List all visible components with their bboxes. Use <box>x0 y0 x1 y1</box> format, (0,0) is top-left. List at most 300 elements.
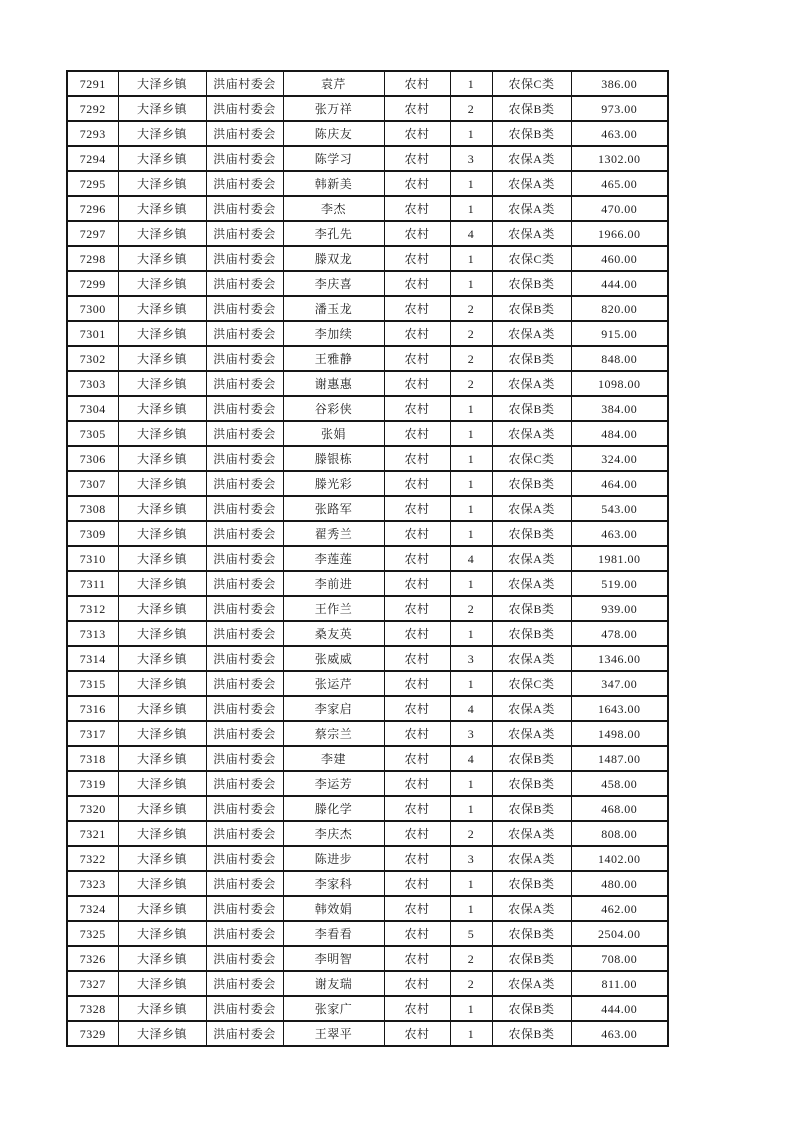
table-row <box>67 371 668 396</box>
cell-township: 大泽乡镇 <box>118 871 206 896</box>
cell-person-count: 5 <box>450 921 492 946</box>
cell-person-count: 1 <box>450 1021 492 1046</box>
cell-area-type: 农村 <box>384 496 450 521</box>
cell-person-name: 袁芹 <box>283 71 384 96</box>
cell-person-name: 张家广 <box>283 996 384 1021</box>
cell-person-count: 1 <box>450 421 492 446</box>
cell-insurance-category: 农保C类 <box>492 71 571 96</box>
table-row <box>67 221 668 246</box>
cell-village-committee: 洪庙村委会 <box>206 471 283 496</box>
cell-village-committee: 洪庙村委会 <box>206 221 283 246</box>
cell-person-name: 李莲莲 <box>283 546 384 571</box>
cell-village-committee: 洪庙村委会 <box>206 446 283 471</box>
cell-amount: 808.00 <box>571 821 668 846</box>
cell-serial-number: 7304 <box>67 396 118 421</box>
cell-area-type: 农村 <box>384 296 450 321</box>
cell-person-name: 李庆杰 <box>283 821 384 846</box>
cell-amount: 848.00 <box>571 346 668 371</box>
cell-amount: 1981.00 <box>571 546 668 571</box>
table-row <box>67 646 668 671</box>
cell-person-count: 2 <box>450 821 492 846</box>
cell-area-type: 农村 <box>384 571 450 596</box>
cell-person-count: 1 <box>450 896 492 921</box>
cell-serial-number: 7301 <box>67 321 118 346</box>
cell-person-count: 2 <box>450 596 492 621</box>
cell-serial-number: 7327 <box>67 971 118 996</box>
cell-village-committee: 洪庙村委会 <box>206 621 283 646</box>
cell-person-count: 1 <box>450 771 492 796</box>
cell-person-count: 2 <box>450 96 492 121</box>
cell-village-committee: 洪庙村委会 <box>206 671 283 696</box>
cell-village-committee: 洪庙村委会 <box>206 771 283 796</box>
cell-serial-number: 7322 <box>67 846 118 871</box>
cell-township: 大泽乡镇 <box>118 446 206 471</box>
cell-insurance-category: 农保B类 <box>492 121 571 146</box>
cell-amount: 1498.00 <box>571 721 668 746</box>
cell-township: 大泽乡镇 <box>118 321 206 346</box>
cell-village-committee: 洪庙村委会 <box>206 996 283 1021</box>
cell-person-name: 李庆喜 <box>283 271 384 296</box>
cell-amount: 460.00 <box>571 246 668 271</box>
cell-township: 大泽乡镇 <box>118 96 206 121</box>
cell-village-committee: 洪庙村委会 <box>206 346 283 371</box>
cell-person-count: 2 <box>450 296 492 321</box>
table-row <box>67 821 668 846</box>
table-row <box>67 771 668 796</box>
cell-serial-number: 7317 <box>67 721 118 746</box>
cell-township: 大泽乡镇 <box>118 1021 206 1046</box>
cell-township: 大泽乡镇 <box>118 771 206 796</box>
cell-area-type: 农村 <box>384 796 450 821</box>
cell-township: 大泽乡镇 <box>118 946 206 971</box>
cell-person-name: 张运芹 <box>283 671 384 696</box>
cell-village-committee: 洪庙村委会 <box>206 571 283 596</box>
cell-township: 大泽乡镇 <box>118 721 206 746</box>
cell-amount: 1346.00 <box>571 646 668 671</box>
cell-person-name: 蔡宗兰 <box>283 721 384 746</box>
cell-insurance-category: 农保C类 <box>492 246 571 271</box>
cell-person-name: 李前进 <box>283 571 384 596</box>
cell-amount: 2504.00 <box>571 921 668 946</box>
cell-serial-number: 7312 <box>67 596 118 621</box>
cell-insurance-category: 农保B类 <box>492 621 571 646</box>
table-row <box>67 846 668 871</box>
cell-village-committee: 洪庙村委会 <box>206 871 283 896</box>
cell-insurance-category: 农保B类 <box>492 921 571 946</box>
cell-person-count: 1 <box>450 446 492 471</box>
cell-area-type: 农村 <box>384 246 450 271</box>
cell-amount: 478.00 <box>571 621 668 646</box>
cell-amount: 463.00 <box>571 1021 668 1046</box>
cell-person-count: 4 <box>450 746 492 771</box>
table-row <box>67 296 668 321</box>
cell-amount: 708.00 <box>571 946 668 971</box>
cell-person-count: 2 <box>450 946 492 971</box>
cell-area-type: 农村 <box>384 721 450 746</box>
cell-person-name: 陈庆友 <box>283 121 384 146</box>
cell-person-count: 1 <box>450 71 492 96</box>
cell-area-type: 农村 <box>384 146 450 171</box>
cell-person-count: 1 <box>450 796 492 821</box>
cell-area-type: 农村 <box>384 671 450 696</box>
cell-village-committee: 洪庙村委会 <box>206 171 283 196</box>
cell-serial-number: 7318 <box>67 746 118 771</box>
cell-insurance-category: 农保B类 <box>492 271 571 296</box>
cell-person-count: 1 <box>450 521 492 546</box>
pension-roster-table <box>66 70 669 1047</box>
cell-insurance-category: 农保A类 <box>492 571 571 596</box>
cell-person-name: 李杰 <box>283 196 384 221</box>
cell-area-type: 农村 <box>384 396 450 421</box>
cell-amount: 1098.00 <box>571 371 668 396</box>
cell-serial-number: 7325 <box>67 921 118 946</box>
table-row <box>67 421 668 446</box>
cell-township: 大泽乡镇 <box>118 546 206 571</box>
cell-person-count: 1 <box>450 271 492 296</box>
cell-township: 大泽乡镇 <box>118 396 206 421</box>
cell-serial-number: 7323 <box>67 871 118 896</box>
cell-person-name: 陈进步 <box>283 846 384 871</box>
cell-person-count: 2 <box>450 971 492 996</box>
cell-serial-number: 7328 <box>67 996 118 1021</box>
cell-amount: 384.00 <box>571 396 668 421</box>
table-row <box>67 696 668 721</box>
cell-area-type: 农村 <box>384 446 450 471</box>
cell-area-type: 农村 <box>384 971 450 996</box>
cell-person-name: 韩新美 <box>283 171 384 196</box>
cell-insurance-category: 农保B类 <box>492 296 571 321</box>
cell-insurance-category: 农保A类 <box>492 971 571 996</box>
cell-township: 大泽乡镇 <box>118 896 206 921</box>
table-row <box>67 321 668 346</box>
cell-serial-number: 7326 <box>67 946 118 971</box>
cell-area-type: 农村 <box>384 996 450 1021</box>
cell-person-count: 1 <box>450 571 492 596</box>
cell-village-committee: 洪庙村委会 <box>206 371 283 396</box>
cell-amount: 915.00 <box>571 321 668 346</box>
cell-area-type: 农村 <box>384 646 450 671</box>
cell-amount: 939.00 <box>571 596 668 621</box>
cell-serial-number: 7319 <box>67 771 118 796</box>
cell-township: 大泽乡镇 <box>118 371 206 396</box>
table-row <box>67 246 668 271</box>
table-row <box>67 996 668 1021</box>
cell-village-committee: 洪庙村委会 <box>206 321 283 346</box>
cell-area-type: 农村 <box>384 371 450 396</box>
cell-village-committee: 洪庙村委会 <box>206 196 283 221</box>
cell-person-name: 王作兰 <box>283 596 384 621</box>
cell-amount: 444.00 <box>571 996 668 1021</box>
table-row <box>67 796 668 821</box>
cell-insurance-category: 农保A类 <box>492 421 571 446</box>
cell-township: 大泽乡镇 <box>118 796 206 821</box>
cell-person-name: 滕化学 <box>283 796 384 821</box>
cell-serial-number: 7296 <box>67 196 118 221</box>
cell-person-name: 潘玉龙 <box>283 296 384 321</box>
cell-serial-number: 7310 <box>67 546 118 571</box>
cell-person-name: 王翠平 <box>283 1021 384 1046</box>
cell-insurance-category: 农保A类 <box>492 696 571 721</box>
cell-amount: 484.00 <box>571 421 668 446</box>
cell-township: 大泽乡镇 <box>118 221 206 246</box>
table-row <box>67 196 668 221</box>
cell-insurance-category: 农保A类 <box>492 321 571 346</box>
cell-area-type: 农村 <box>384 871 450 896</box>
cell-amount: 464.00 <box>571 471 668 496</box>
cell-village-committee: 洪庙村委会 <box>206 946 283 971</box>
cell-person-name: 李家科 <box>283 871 384 896</box>
cell-area-type: 农村 <box>384 1021 450 1046</box>
cell-person-count: 4 <box>450 221 492 246</box>
cell-village-committee: 洪庙村委会 <box>206 396 283 421</box>
cell-serial-number: 7306 <box>67 446 118 471</box>
cell-insurance-category: 农保A类 <box>492 821 571 846</box>
cell-person-count: 1 <box>450 671 492 696</box>
cell-area-type: 农村 <box>384 321 450 346</box>
cell-village-committee: 洪庙村委会 <box>206 846 283 871</box>
cell-insurance-category: 农保A类 <box>492 546 571 571</box>
cell-township: 大泽乡镇 <box>118 646 206 671</box>
cell-serial-number: 7311 <box>67 571 118 596</box>
cell-village-committee: 洪庙村委会 <box>206 146 283 171</box>
cell-area-type: 农村 <box>384 846 450 871</box>
cell-amount: 347.00 <box>571 671 668 696</box>
cell-area-type: 农村 <box>384 596 450 621</box>
cell-area-type: 农村 <box>384 946 450 971</box>
cell-insurance-category: 农保B类 <box>492 346 571 371</box>
cell-township: 大泽乡镇 <box>118 996 206 1021</box>
cell-person-count: 2 <box>450 346 492 371</box>
cell-serial-number: 7324 <box>67 896 118 921</box>
cell-serial-number: 7321 <box>67 821 118 846</box>
cell-village-committee: 洪庙村委会 <box>206 821 283 846</box>
cell-village-committee: 洪庙村委会 <box>206 896 283 921</box>
cell-serial-number: 7313 <box>67 621 118 646</box>
cell-insurance-category: 农保B类 <box>492 871 571 896</box>
cell-serial-number: 7320 <box>67 796 118 821</box>
cell-area-type: 农村 <box>384 546 450 571</box>
cell-serial-number: 7299 <box>67 271 118 296</box>
cell-insurance-category: 农保A类 <box>492 646 571 671</box>
table-row <box>67 171 668 196</box>
table-row <box>67 471 668 496</box>
table-row <box>67 496 668 521</box>
cell-person-count: 1 <box>450 396 492 421</box>
cell-village-committee: 洪庙村委会 <box>206 796 283 821</box>
cell-insurance-category: 农保A类 <box>492 721 571 746</box>
cell-person-count: 3 <box>450 721 492 746</box>
cell-person-count: 1 <box>450 496 492 521</box>
cell-township: 大泽乡镇 <box>118 271 206 296</box>
cell-person-count: 2 <box>450 371 492 396</box>
cell-serial-number: 7297 <box>67 221 118 246</box>
cell-person-name: 李孔先 <box>283 221 384 246</box>
cell-serial-number: 7305 <box>67 421 118 446</box>
cell-insurance-category: 农保B类 <box>492 96 571 121</box>
cell-insurance-category: 农保B类 <box>492 996 571 1021</box>
cell-village-committee: 洪庙村委会 <box>206 296 283 321</box>
cell-serial-number: 7300 <box>67 296 118 321</box>
table-row <box>67 921 668 946</box>
cell-insurance-category: 农保B类 <box>492 796 571 821</box>
cell-township: 大泽乡镇 <box>118 421 206 446</box>
cell-township: 大泽乡镇 <box>118 521 206 546</box>
cell-serial-number: 7314 <box>67 646 118 671</box>
cell-insurance-category: 农保A类 <box>492 896 571 921</box>
cell-village-committee: 洪庙村委会 <box>206 1021 283 1046</box>
table-row <box>67 396 668 421</box>
cell-insurance-category: 农保A类 <box>492 146 571 171</box>
cell-amount: 465.00 <box>571 171 668 196</box>
cell-amount: 519.00 <box>571 571 668 596</box>
cell-village-committee: 洪庙村委会 <box>206 646 283 671</box>
cell-amount: 462.00 <box>571 896 668 921</box>
table-row <box>67 896 668 921</box>
cell-serial-number: 7315 <box>67 671 118 696</box>
table-row <box>67 546 668 571</box>
cell-amount: 973.00 <box>571 96 668 121</box>
cell-serial-number: 7302 <box>67 346 118 371</box>
table-row <box>67 521 668 546</box>
cell-village-committee: 洪庙村委会 <box>206 696 283 721</box>
cell-person-name: 张娟 <box>283 421 384 446</box>
cell-area-type: 农村 <box>384 221 450 246</box>
table-row <box>67 121 668 146</box>
cell-area-type: 农村 <box>384 521 450 546</box>
cell-person-count: 1 <box>450 196 492 221</box>
table-row <box>67 946 668 971</box>
cell-village-committee: 洪庙村委会 <box>206 746 283 771</box>
cell-person-name: 张路军 <box>283 496 384 521</box>
cell-person-count: 1 <box>450 246 492 271</box>
cell-area-type: 农村 <box>384 621 450 646</box>
cell-village-committee: 洪庙村委会 <box>206 121 283 146</box>
cell-amount: 463.00 <box>571 521 668 546</box>
cell-insurance-category: 农保B类 <box>492 396 571 421</box>
cell-area-type: 农村 <box>384 471 450 496</box>
table-row <box>67 1021 668 1046</box>
cell-amount: 468.00 <box>571 796 668 821</box>
cell-amount: 324.00 <box>571 446 668 471</box>
cell-serial-number: 7308 <box>67 496 118 521</box>
cell-amount: 1487.00 <box>571 746 668 771</box>
table-row <box>67 96 668 121</box>
cell-person-name: 张威威 <box>283 646 384 671</box>
cell-serial-number: 7293 <box>67 121 118 146</box>
cell-village-committee: 洪庙村委会 <box>206 496 283 521</box>
cell-area-type: 农村 <box>384 696 450 721</box>
table-row <box>67 596 668 621</box>
cell-amount: 386.00 <box>571 71 668 96</box>
cell-person-name: 陈学习 <box>283 146 384 171</box>
cell-serial-number: 7307 <box>67 471 118 496</box>
cell-serial-number: 7298 <box>67 246 118 271</box>
cell-village-committee: 洪庙村委会 <box>206 596 283 621</box>
cell-person-name: 滕双龙 <box>283 246 384 271</box>
cell-amount: 480.00 <box>571 871 668 896</box>
cell-township: 大泽乡镇 <box>118 171 206 196</box>
cell-insurance-category: 农保C类 <box>492 446 571 471</box>
cell-person-name: 韩效娟 <box>283 896 384 921</box>
cell-person-count: 3 <box>450 846 492 871</box>
cell-serial-number: 7292 <box>67 96 118 121</box>
cell-serial-number: 7291 <box>67 71 118 96</box>
cell-village-committee: 洪庙村委会 <box>206 921 283 946</box>
cell-insurance-category: 农保B类 <box>492 746 571 771</box>
cell-serial-number: 7329 <box>67 1021 118 1046</box>
cell-area-type: 农村 <box>384 746 450 771</box>
cell-area-type: 农村 <box>384 96 450 121</box>
cell-township: 大泽乡镇 <box>118 496 206 521</box>
cell-person-count: 1 <box>450 621 492 646</box>
cell-person-count: 1 <box>450 171 492 196</box>
cell-person-count: 1 <box>450 471 492 496</box>
cell-township: 大泽乡镇 <box>118 121 206 146</box>
table-row <box>67 971 668 996</box>
cell-person-count: 1 <box>450 121 492 146</box>
cell-amount: 1966.00 <box>571 221 668 246</box>
cell-township: 大泽乡镇 <box>118 71 206 96</box>
cell-insurance-category: 农保A类 <box>492 221 571 246</box>
cell-insurance-category: 农保B类 <box>492 521 571 546</box>
cell-township: 大泽乡镇 <box>118 471 206 496</box>
cell-village-committee: 洪庙村委会 <box>206 971 283 996</box>
cell-amount: 1643.00 <box>571 696 668 721</box>
cell-area-type: 农村 <box>384 896 450 921</box>
cell-township: 大泽乡镇 <box>118 846 206 871</box>
cell-amount: 458.00 <box>571 771 668 796</box>
cell-person-count: 1 <box>450 996 492 1021</box>
cell-serial-number: 7303 <box>67 371 118 396</box>
cell-township: 大泽乡镇 <box>118 196 206 221</box>
cell-area-type: 农村 <box>384 346 450 371</box>
cell-village-committee: 洪庙村委会 <box>206 271 283 296</box>
table-body <box>67 71 668 1046</box>
cell-amount: 463.00 <box>571 121 668 146</box>
cell-person-name: 王雅静 <box>283 346 384 371</box>
table-row <box>67 71 668 96</box>
cell-serial-number: 7294 <box>67 146 118 171</box>
cell-amount: 543.00 <box>571 496 668 521</box>
cell-insurance-category: 农保B类 <box>492 946 571 971</box>
cell-person-count: 4 <box>450 546 492 571</box>
table-row <box>67 346 668 371</box>
cell-area-type: 农村 <box>384 921 450 946</box>
cell-insurance-category: 农保A类 <box>492 846 571 871</box>
cell-amount: 470.00 <box>571 196 668 221</box>
cell-insurance-category: 农保A类 <box>492 371 571 396</box>
cell-township: 大泽乡镇 <box>118 146 206 171</box>
cell-area-type: 农村 <box>384 71 450 96</box>
cell-person-name: 滕银栋 <box>283 446 384 471</box>
table-row <box>67 871 668 896</box>
table-row <box>67 746 668 771</box>
cell-township: 大泽乡镇 <box>118 296 206 321</box>
cell-village-committee: 洪庙村委会 <box>206 96 283 121</box>
cell-area-type: 农村 <box>384 121 450 146</box>
table-row <box>67 571 668 596</box>
cell-insurance-category: 农保A类 <box>492 496 571 521</box>
cell-township: 大泽乡镇 <box>118 246 206 271</box>
cell-person-name: 桑友英 <box>283 621 384 646</box>
cell-serial-number: 7295 <box>67 171 118 196</box>
cell-person-name: 谷彩侠 <box>283 396 384 421</box>
cell-area-type: 农村 <box>384 196 450 221</box>
cell-amount: 1402.00 <box>571 846 668 871</box>
cell-person-name: 张万祥 <box>283 96 384 121</box>
cell-insurance-category: 农保B类 <box>492 471 571 496</box>
cell-person-name: 李建 <box>283 746 384 771</box>
